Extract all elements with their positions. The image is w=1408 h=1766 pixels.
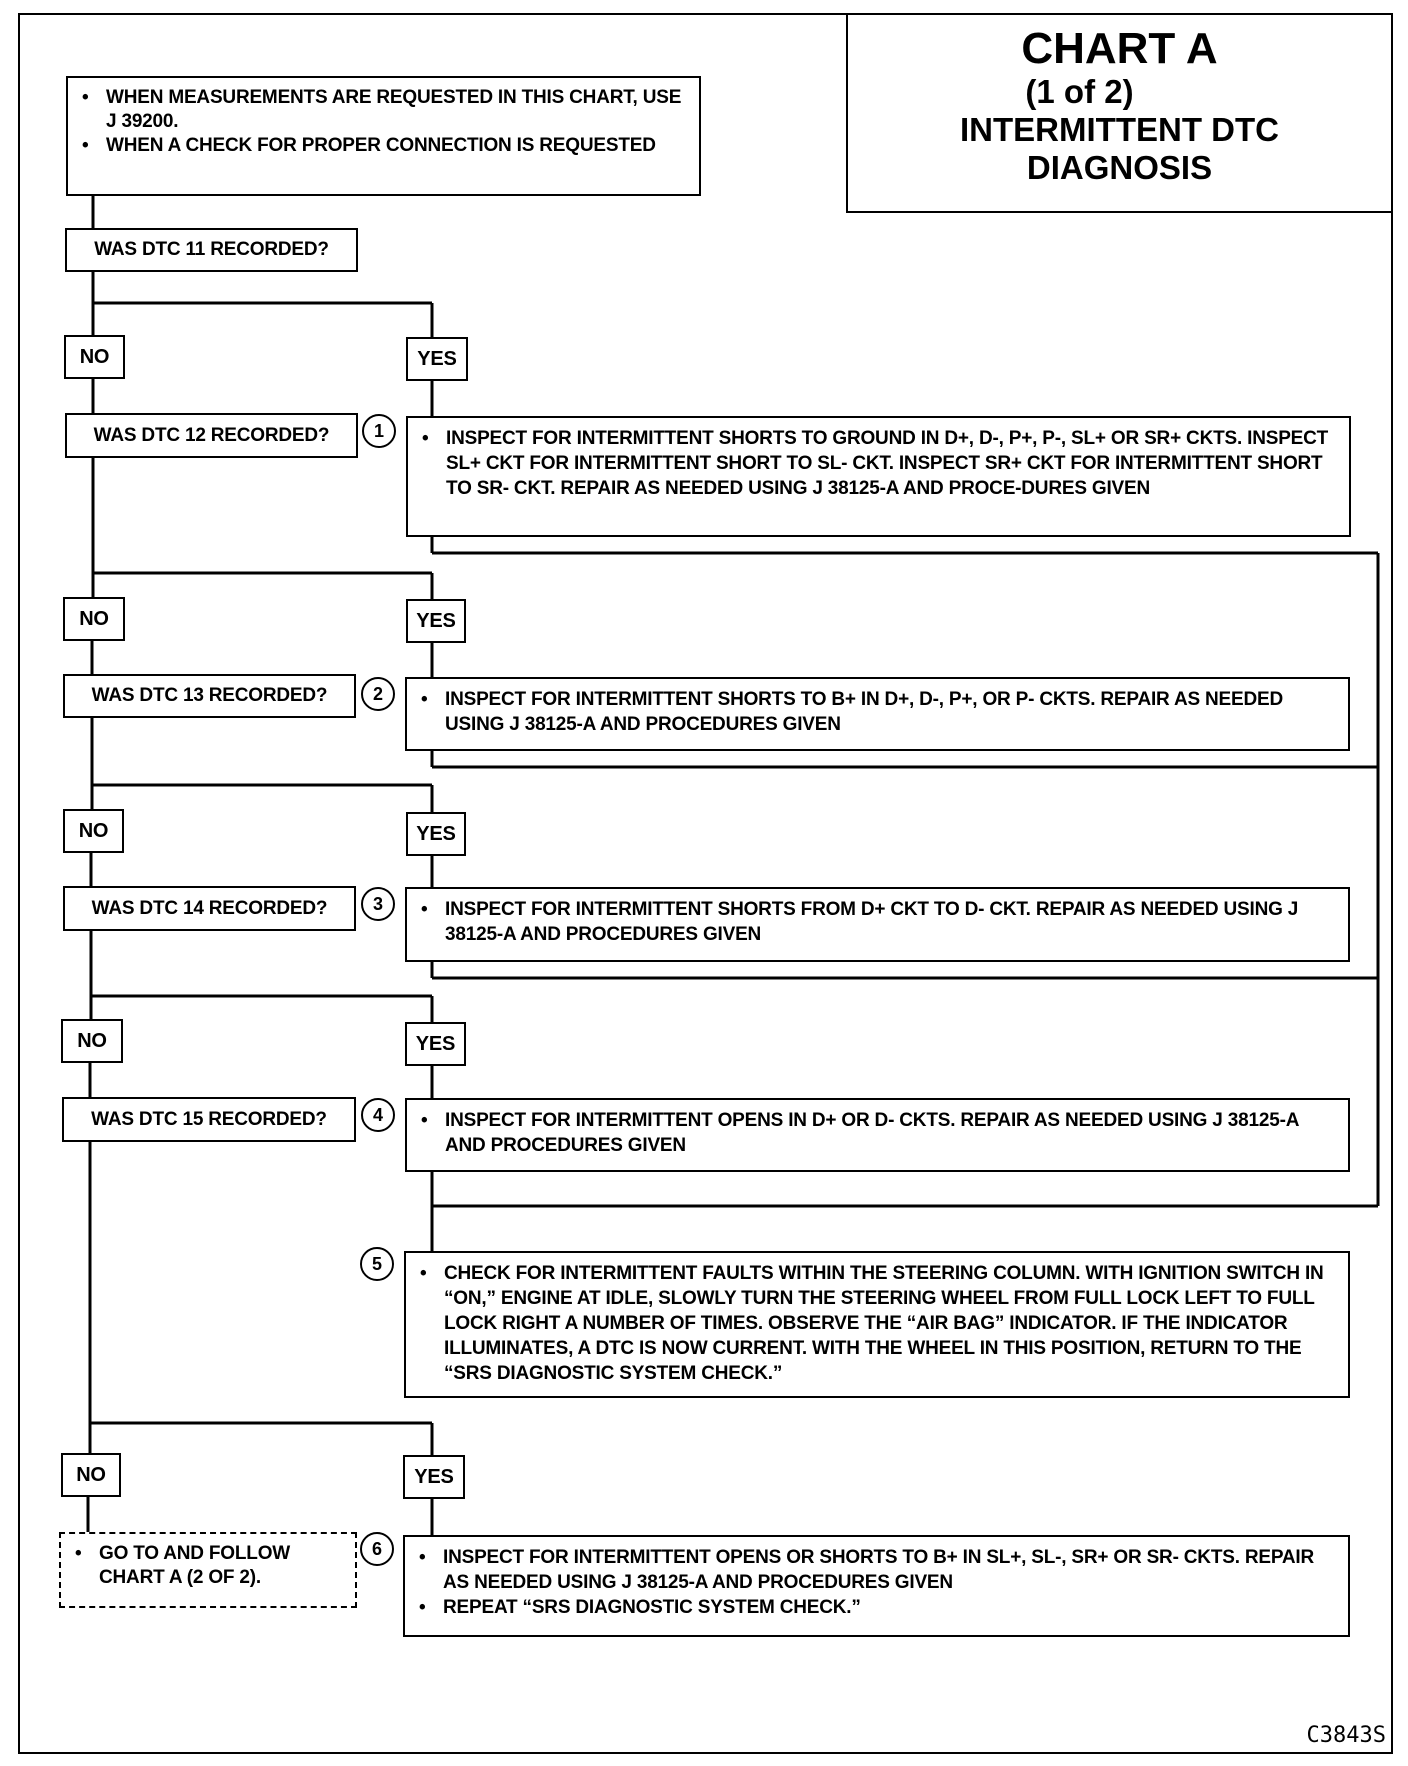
question-dtc-14: WAS DTC 14 RECORDED? — [63, 886, 356, 931]
intro-note-item: • WHEN MEASUREMENTS ARE REQUESTED IN THIS CHART, USE J 39200. — [80, 86, 689, 134]
action-text-6b: • REPEAT “SRS DIAGNOSTIC SYSTEM CHECK.” — [417, 1595, 1338, 1620]
no-label-3: NO — [63, 809, 124, 853]
intro-note-box — [66, 76, 701, 196]
no-label-2: NO — [63, 597, 125, 641]
action-text-3: • INSPECT FOR INTERMITTENT SHORTS FROM D+ CKT TO D- CKT. REPAIR AS NEEDED USING J 38125-A AND PROCEDURES GIVEN — [419, 897, 1338, 947]
question-dtc-12: WAS DTC 12 RECORDED? — [65, 413, 358, 458]
yes-label-1: YES — [406, 337, 468, 381]
step-marker-3: 3 — [361, 887, 395, 921]
action-box-5 — [404, 1251, 1350, 1398]
chart-subtitle-line1: INTERMITTENT DTC — [960, 111, 1279, 148]
step-marker-5: 5 — [360, 1247, 394, 1281]
goto-chart-a-2-text: • GO TO AND FOLLOW CHART A (2 OF 2). — [73, 1542, 345, 1590]
step-marker-4: 4 — [361, 1098, 395, 1132]
intro-note-item: • WHEN A CHECK FOR PROPER CONNECTION IS REQUESTED — [80, 134, 689, 158]
yes-label-2: YES — [406, 599, 466, 643]
figure-code: C3843S — [1306, 1723, 1386, 1748]
question-dtc-13: WAS DTC 13 RECORDED? — [63, 674, 356, 718]
question-dtc-15: WAS DTC 15 RECORDED? — [62, 1097, 356, 1142]
chart-title: CHART A — [1021, 24, 1218, 73]
yes-label-4: YES — [405, 1022, 466, 1066]
action-text-1: • INSPECT FOR INTERMITTENT SHORTS TO GROUND IN D+, D-, P+, P-, SL+ OR SR+ CKTS. INSPECT SL+ CKT FOR INTERMITTENT SHORT TO SL- CKT. INSPECT SR+ CKT FOR INTERMITTENT SHORT TO SR- CKT. REPAIR AS NEEDED USING J 38125-A AND PROCE-DURES GIVEN — [420, 426, 1339, 501]
action-box-6 — [403, 1535, 1350, 1637]
chart-subtitle-line2: DIAGNOSIS — [1026, 149, 1213, 186]
action-box-3 — [405, 887, 1350, 962]
step-marker-6: 6 — [360, 1532, 394, 1566]
chart-part: (1 of 2) — [1025, 73, 1134, 110]
yes-label-5: YES — [403, 1455, 465, 1499]
no-label-4: NO — [61, 1019, 123, 1063]
goto-chart-a-2-box — [59, 1532, 357, 1608]
no-label-5: NO — [61, 1453, 121, 1497]
action-text-6a: • INSPECT FOR INTERMITTENT OPENS OR SHORTS TO B+ IN SL+, SL-, SR+ OR SR- CKTS. REPAIR AS NEEDED USING J 38125-A AND PROCEDURES GIVEN — [417, 1545, 1338, 1595]
action-box-2 — [405, 677, 1350, 751]
yes-label-3: YES — [406, 812, 466, 856]
action-text-5: • CHECK FOR INTERMITTENT FAULTS WITHIN THE STEERING COLUMN. WITH IGNITION SWITCH IN “ON,” ENGINE AT IDLE, SLOWLY TURN THE STEERING WHEEL FROM FULL LOCK LEFT TO FULL LOCK RIGHT A NUMBER OF TIMES. OBSERVE THE “AIR BAG” INDICATOR. IF THE INDICATOR ILLUMINATES, A DTC IS NOW CURRENT. WITH THE WHEEL IN THIS POSITION, RETURN TO THE “SRS DIAGNOSTIC SYSTEM CHECK.” — [418, 1261, 1338, 1386]
action-box-4 — [405, 1098, 1350, 1172]
step-marker-1: 1 — [362, 414, 396, 448]
action-box-1 — [406, 416, 1351, 537]
chart-title-block — [846, 13, 1393, 213]
question-dtc-11: WAS DTC 11 RECORDED? — [65, 228, 358, 272]
action-text-4: • INSPECT FOR INTERMITTENT OPENS IN D+ OR D- CKTS. REPAIR AS NEEDED USING J 38125-A AND PROCEDURES GIVEN — [419, 1108, 1338, 1158]
step-marker-2: 2 — [361, 677, 395, 711]
action-text-2: • INSPECT FOR INTERMITTENT SHORTS TO B+ IN D+, D-, P+, OR P- CKTS. REPAIR AS NEEDED USING J 38125-A AND PROCEDURES GIVEN — [419, 687, 1338, 737]
no-label-1: NO — [64, 335, 125, 379]
